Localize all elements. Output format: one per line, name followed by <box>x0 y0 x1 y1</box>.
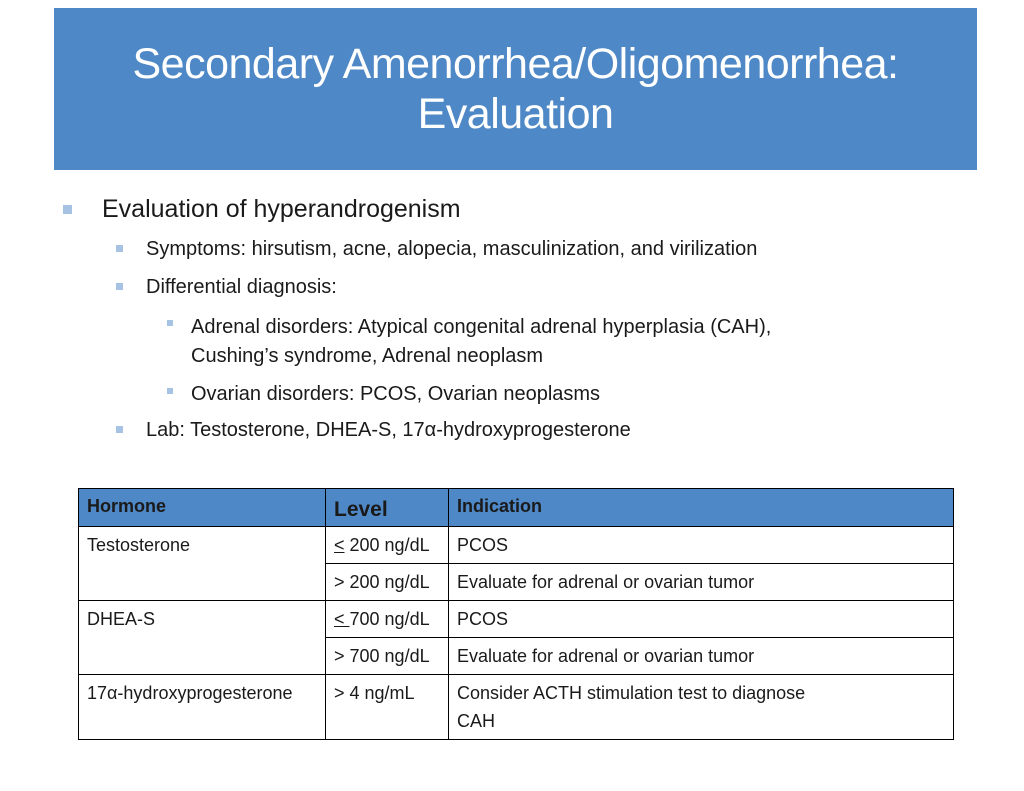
bullet-adrenal-line-1: Adrenal disorders: Atypical congenital adrenal hyperplasia (CAH), <box>191 316 772 338</box>
bullet-marker-icon <box>116 283 123 290</box>
header-hormone: Hormone <box>79 489 326 527</box>
bullet-marker-icon <box>116 426 123 433</box>
table-row <box>79 527 954 564</box>
cell-level: > 700 ng/dL <box>326 638 449 675</box>
bullet-adrenal-line-2: Cushing’s syndrome, Adrenal neoplasm <box>191 345 544 367</box>
bullet-marker-icon <box>167 388 173 394</box>
cell-indication <box>449 675 954 740</box>
header-level: Level <box>326 489 449 527</box>
cell-level: > 4 ng/mL <box>326 675 449 740</box>
slide-title-line-2: Evaluation <box>417 90 614 138</box>
bullet-symptoms: Symptoms: hirsutism, acne, alopecia, masculinization, and virilization <box>146 238 758 260</box>
table-row <box>79 675 954 740</box>
cell-hormone: Testosterone <box>79 527 326 601</box>
cell-level <box>326 527 449 564</box>
bullet-marker-icon <box>116 245 123 252</box>
level-value: 200 ng/dL <box>344 535 430 555</box>
cell-indication: PCOS <box>449 527 954 564</box>
bullet-differential: Differential diagnosis: <box>146 276 337 298</box>
level-symbol: < <box>334 535 345 555</box>
bullet-ovarian: Ovarian disorders: PCOS, Ovarian neoplasms <box>191 383 601 405</box>
level-value: 700 ng/dL <box>349 609 430 629</box>
cell-indication: PCOS <box>449 601 954 638</box>
bullet-main: Evaluation of hyperandrogenism <box>102 195 461 223</box>
table-header-row <box>79 489 954 527</box>
hormone-table <box>78 488 954 740</box>
bullet-marker-icon <box>63 205 72 214</box>
bullet-marker-icon <box>167 320 173 326</box>
cell-level <box>326 601 449 638</box>
level-symbol: < <box>334 609 350 629</box>
cell-level: > 200 ng/dL <box>326 564 449 601</box>
cell-indication: Evaluate for adrenal or ovarian tumor <box>449 564 954 601</box>
header-indication: Indication <box>449 489 954 527</box>
cell-indication: Evaluate for adrenal or ovarian tumor <box>449 638 954 675</box>
indication-line-2: CAH <box>457 711 496 731</box>
table-row <box>79 601 954 638</box>
cell-hormone: DHEA-S <box>79 601 326 675</box>
bullet-adrenal <box>191 313 771 371</box>
slide-title-line-1: Secondary Amenorrhea/Oligomenorrhea: <box>132 40 899 88</box>
bullet-lab: Lab: Testosterone, DHEA-S, 17α-hydroxyprogesterone <box>146 419 631 441</box>
indication-line-1: Consider ACTH stimulation test to diagnose <box>457 683 806 703</box>
cell-hormone: 17α-hydroxyprogesterone <box>79 675 326 740</box>
title-banner <box>54 8 977 170</box>
